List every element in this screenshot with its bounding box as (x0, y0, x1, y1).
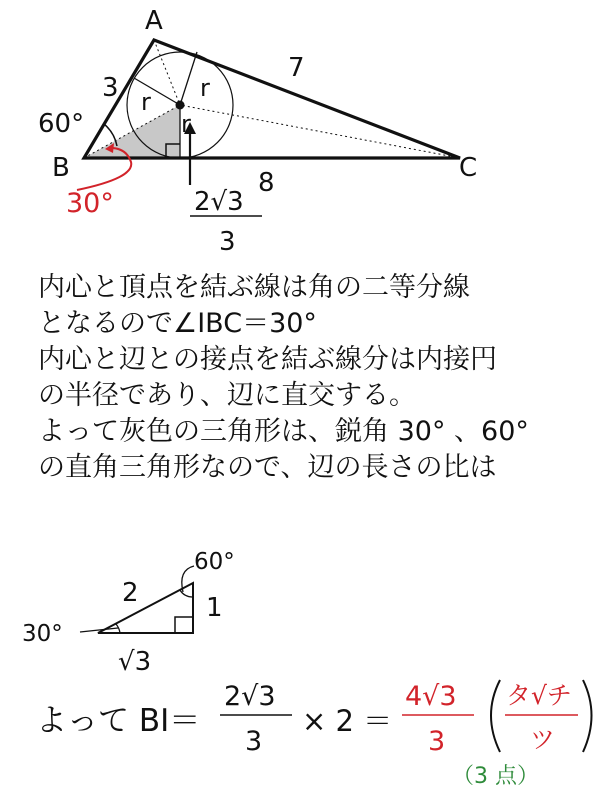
answer-result-numerator: 4√3 (405, 681, 457, 712)
ratio-hypotenuse-label: 2 (122, 578, 139, 608)
explanation-line-4: の半径であり、辺に直交する。 (38, 380, 416, 411)
bisector-c (180, 105, 460, 158)
answer-prefix: よって BI＝ (36, 703, 201, 739)
answer-result-denominator: 3 (428, 726, 446, 757)
ratio-triangle (98, 583, 193, 633)
vertex-c-label: C (459, 153, 478, 183)
side-bc-label: 8 (258, 168, 275, 198)
answer-code-right-paren (583, 680, 592, 752)
explanation-line-5: よって灰色の三角形は、鋭角 30° 、60° (38, 416, 529, 447)
explanation-line-1: 内心と頂点を結ぶ線は角の二等分線 (38, 272, 470, 303)
explanation-text (38, 270, 598, 486)
half-angle-label: 30° (66, 188, 114, 219)
answer-times: × 2 ＝ (302, 704, 393, 738)
ratio-triangle-figure (22, 549, 235, 677)
answer-frac1-denominator: 3 (245, 726, 263, 757)
answer-code-numerator: タ√チ (506, 681, 572, 710)
angle-b-label: 60° (38, 109, 85, 139)
ratio-right-angle-mark (175, 617, 193, 633)
inradius-numerator: 2√3 (194, 187, 244, 217)
answer-line (36, 680, 592, 789)
ratio-angle-60-arc (180, 590, 193, 597)
inradius-denominator: 3 (219, 227, 236, 257)
radius-label-ab: r (141, 88, 151, 116)
incenter-dot (176, 101, 185, 110)
side-ab-label: 3 (102, 73, 119, 103)
radius-label-ac: r (200, 74, 210, 102)
points-label: （3 点） (452, 764, 539, 789)
ratio-left-angle-label: 30° (22, 621, 63, 647)
ratio-base-label: √3 (118, 647, 152, 677)
radius-label-bc: r (181, 110, 191, 138)
ratio-vertical-label: 1 (206, 593, 223, 623)
answer-code-left-paren (491, 680, 500, 752)
ratio-top-angle-label: 60° (194, 549, 235, 575)
vertex-a-label: A (145, 6, 163, 36)
explanation-line-6: の直角三角形なので、辺の長さの比は (38, 452, 497, 483)
explanation-line-2: となるので∠IBC＝30° (38, 308, 317, 339)
answer-code-denominator: ツ (530, 725, 556, 754)
side-ac-label: 7 (288, 53, 305, 83)
radius-to-ac (180, 52, 197, 105)
explanation-line-3: 内心と辺との接点を結ぶ線分は内接円 (38, 344, 497, 375)
answer-frac1-numerator: 2√3 (224, 681, 276, 712)
main-triangle-figure (38, 6, 477, 257)
vertex-b-label: B (52, 153, 70, 183)
